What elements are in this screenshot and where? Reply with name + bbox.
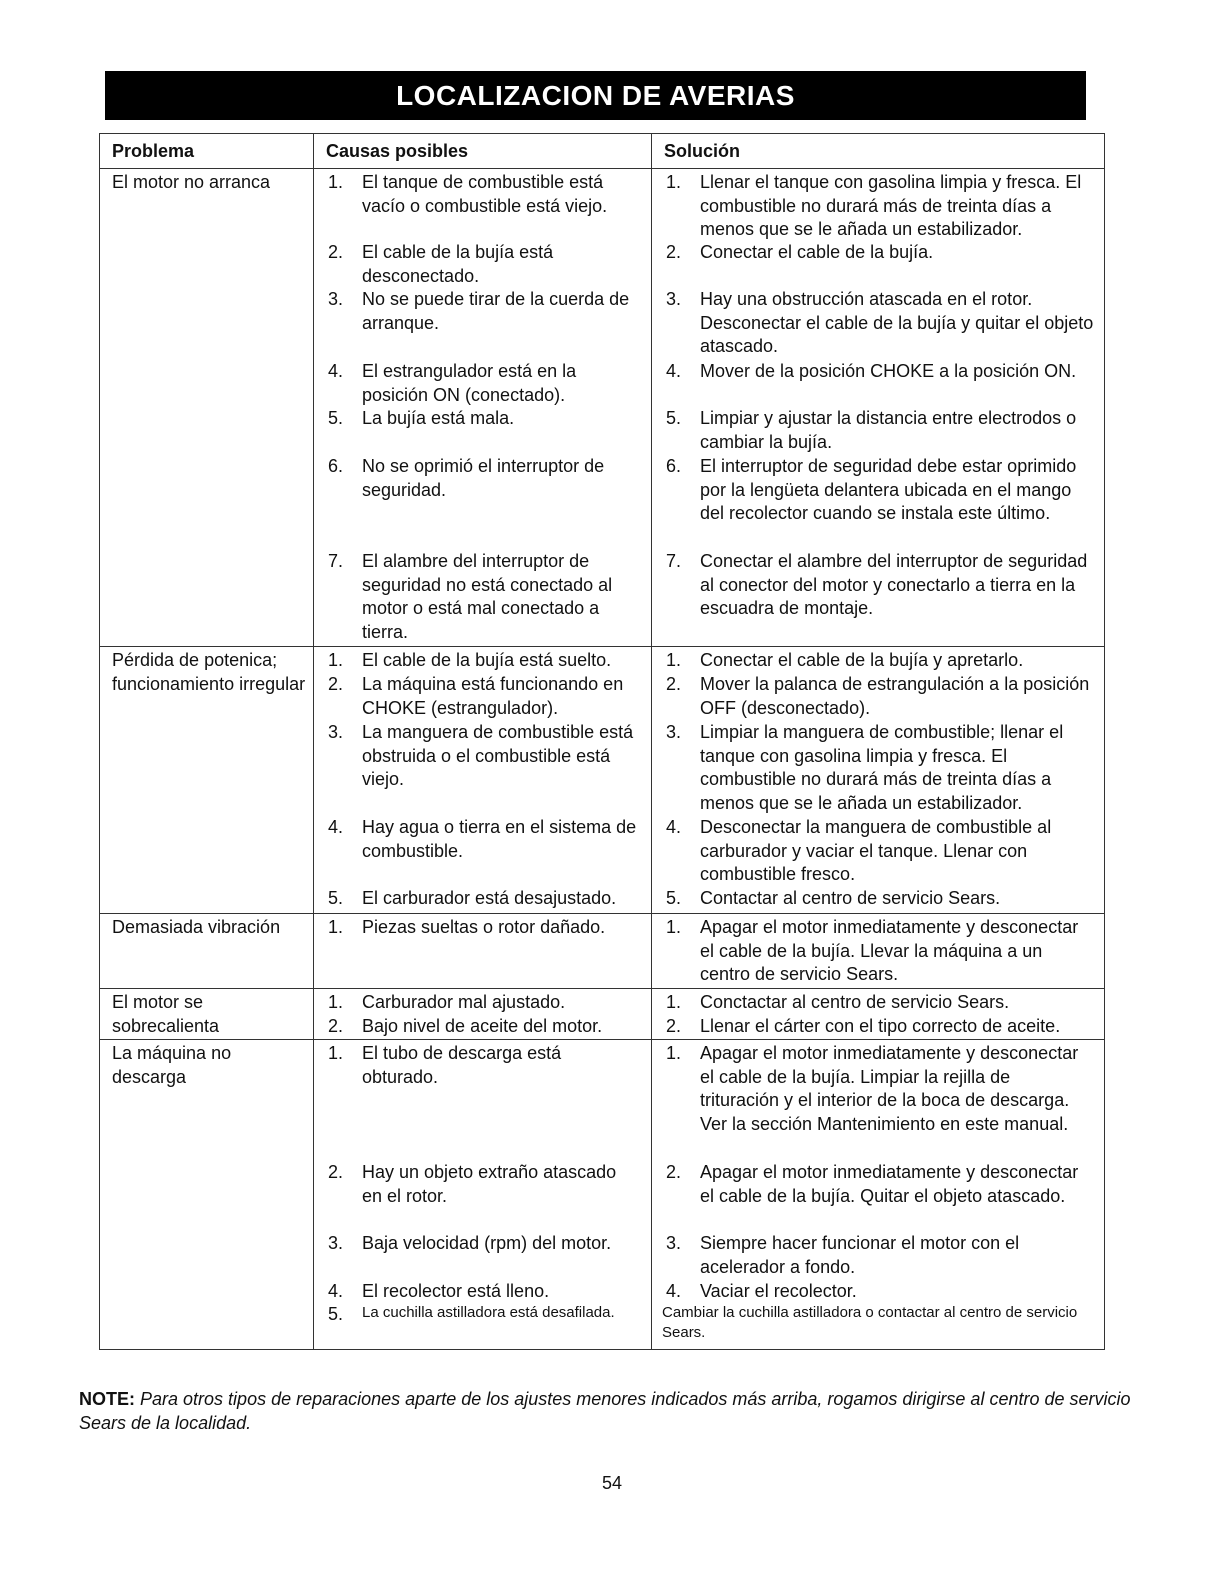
solution-cell [652,169,1105,647]
causes-cell [314,169,652,647]
list-item: 3. Siempre hacer funcionar el motor con el acelerador a fondo. [666,1233,1020,1277]
list-item: 3. Hay una obstrucción atascada en el rotor. Desconectar el cable de la bujía y quitar el objeto atascado. [666,289,1094,356]
causes-cell [314,989,652,1040]
causes-cell [314,1040,652,1350]
solution-cell [652,989,1105,1040]
problem-cell: Demasiada vibración [100,914,314,989]
list-item: 5. Contactar al centro de servicio Sears. [666,888,1001,908]
table-row [100,647,1105,914]
table-row [100,914,1105,989]
page-number: 54 [601,1473,623,1493]
list-item: 4. Vaciar el recolector. [666,1281,857,1301]
note-text: Para otros tipos de reparaciones aparte de los ajustes menores indicados más arriba, rogamos dirigirse al centro de servicio Sears de la localidad. [79,1389,1131,1433]
header-causes: Causas posibles [314,134,652,169]
list-item: 2. Conectar el cable de la bujía. [666,242,934,262]
causes-cell [314,647,652,914]
list-item: 2. Llenar el cárter con el tipo correcto de aceite. [666,1016,1061,1036]
table-row [100,1040,1105,1350]
list-item: 2. Apagar el motor inmediatamente y desconectar el cable de la bujía. Quitar el objeto atascado. [666,1162,1079,1206]
list-item: 5. El carburador está desajustado. [328,888,617,908]
list-item: 1. El tanque de combustible está vacío o combustible está viejo. [328,172,608,216]
problem-cell: El motor no arranca [100,169,314,647]
table-header-row [100,134,1105,169]
list-item: 1. El tubo de descarga está obturado. [328,1043,562,1087]
list-item: 2. La máquina está funcionando en CHOKE (estrangulador). [328,674,624,718]
list-item: 2. Hay un objeto extraño atascado en el rotor. [328,1162,617,1206]
list-item: 1. Conectar el cable de la bujía y apretarlo. [666,650,1024,670]
list-item: 2. Bajo nivel de aceite del motor. [328,1016,603,1036]
solution-cell [652,1040,1105,1350]
note-label: NOTE: [79,1389,135,1409]
list-item: 1. Piezas sueltas o rotor dañado. [328,917,606,937]
list-item: 4. Hay agua o tierra en el sistema de combustible. [328,817,637,861]
list-item: 3. La manguera de combustible está obstruida o el combustible está viejo. [328,722,634,789]
list-item: 6. No se oprimió el interruptor de seguridad. [328,456,605,500]
list-item: 3. Baja velocidad (rpm) del motor. [328,1233,612,1253]
header-problem: Problema [100,134,314,169]
page-title: LOCALIZACION DE AVERIAS [105,71,1086,120]
causes-cell [314,914,652,989]
header-solution: Solución [652,134,1105,169]
table-row [100,989,1105,1040]
list-item: 2. El cable de la bujía está desconectado. [328,242,554,286]
list-item: 5. La cuchilla astilladora está desafilada. [328,1304,615,1324]
list-item: 1. Carburador mal ajustado. [328,992,566,1012]
list-item: 1. Apagar el motor inmediatamente y desconectar el cable de la bujía. Llevar la máquina a un centro de servicio Sears. [666,917,1079,984]
footnote [79,1387,1139,1435]
problem-cell: Pérdida de potenica; funcionamiento irregular [100,647,314,914]
list-item: 1. Apagar el motor inmediatamente y desconectar el cable de la bujía. Limpiar la rejilla de trituración y el interior de la boca de descarga. Ver la sección Mantenimiento en este manual. [666,1043,1079,1134]
list-item: 5. Limpiar y ajustar la distancia entre electrodos o cambiar la bujía. [666,408,1077,452]
troubleshooting-table [99,133,1105,1350]
list-item: 1. Conctactar al centro de servicio Sears. [666,992,1010,1012]
list-item: 1. Llenar el tanque con gasolina limpia y fresca. El combustible no durará más de treinta días a menos que se le añada un estabilizador. [666,172,1082,239]
list-item: 4. El recolector está lleno. [328,1281,550,1301]
problem-cell: El motor se sobrecalienta [100,989,314,1040]
list-item: 3. Limpiar la manguera de combustible; llenar el tanque con gasolina limpia y fresca. El combustible no durará más de treinta días a menos que se le añada un estabilizador. [666,722,1064,813]
list-item: 2. Mover la palanca de estrangulación a la posición OFF (desconectado). [666,674,1090,718]
list-item: 5. La bujía está mala. [328,408,515,428]
list-item: 3. No se puede tirar de la cuerda de arranque. [328,289,630,333]
list-item: 1. El cable de la bujía está suelto. [328,650,612,670]
solution-cell [652,647,1105,914]
list-item: 7. Conectar el alambre del interruptor de seguridad al conector del motor y conectarlo a tierra en la escuadra de montaje. [666,551,1088,618]
list-item: 7. El alambre del interruptor de seguridad no está conectado al motor o está mal conectado a tierra. [328,551,613,642]
list-item: 4. Mover de la posición CHOKE a la posición ON. [666,361,1077,381]
solution-cell [652,914,1105,989]
list-item: 4. El estrangulador está en la posición ON (conectado). [328,361,577,405]
list-item: 6. El interruptor de seguridad debe estar oprimido por la lengüeta delantera ubicada en el mango del recolector cuando se instala este último. [666,456,1077,523]
list-item: 4. Desconectar la manguera de combustible al carburador y vaciar el tanque. Llenar con combustible fresco. [666,817,1052,884]
table-row [100,169,1105,647]
problem-cell: La máquina no descarga [100,1040,314,1350]
list-item: Cambiar la cuchilla astilladora o contactar al centro de servicio Sears. [662,1304,1078,1341]
